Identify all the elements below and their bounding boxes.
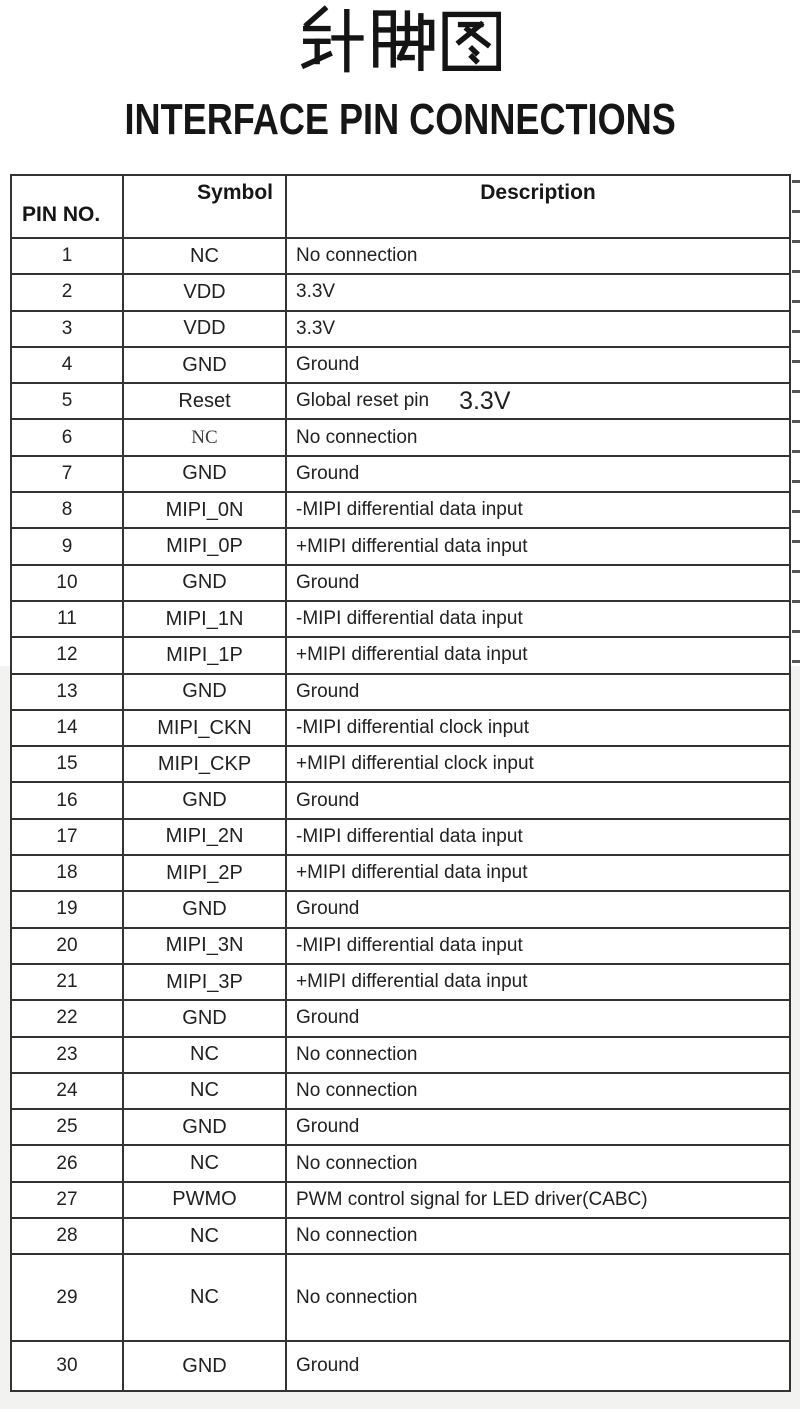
symbol-cell: VDD [124, 312, 285, 346]
tick-mark [792, 300, 800, 303]
pin-number-cell: 30 [12, 1342, 122, 1390]
description-cell [287, 1110, 789, 1144]
pin-number-cell: 27 [12, 1183, 122, 1217]
symbol-cell: MIPI_CKN [124, 711, 285, 745]
pin-number-cell: 6 [12, 420, 122, 454]
description-text: +MIPI differential data input [296, 644, 528, 666]
description-cell [287, 312, 789, 346]
tick-mark [792, 630, 800, 633]
symbol-cell: MIPI_CKP [124, 747, 285, 781]
tick-mark [792, 210, 800, 213]
symbol-cell: MIPI_1P [124, 638, 285, 672]
description-cell [287, 1183, 789, 1217]
description-cell [287, 529, 789, 563]
description-text: No connection [296, 1043, 418, 1065]
description-text: +MIPI differential data input [296, 862, 528, 884]
description-voltage: 3.3V [459, 386, 511, 415]
pin-number-cell: 4 [12, 348, 122, 382]
description-text: PWM control signal for LED driver(CABC) [296, 1188, 648, 1210]
pin-number-cell: 7 [12, 457, 122, 491]
description-cell [287, 1255, 789, 1340]
pin-number-cell: 11 [12, 602, 122, 636]
description-text: No connection [296, 1079, 418, 1101]
pin-number-cell: 17 [12, 820, 122, 854]
description-cell [287, 457, 789, 491]
symbol-cell: NC [124, 1255, 285, 1340]
symbol-cell: NC [124, 420, 285, 454]
symbol-cell: GND [124, 348, 285, 382]
tick-mark [792, 660, 800, 663]
description-cell [287, 783, 789, 817]
description-text: Ground [296, 789, 360, 811]
symbol-cell: NC [124, 1038, 285, 1072]
tick-mark [792, 480, 800, 483]
header-symbol: Symbol [124, 176, 285, 237]
pin-number-cell: 9 [12, 529, 122, 563]
tick-mark [792, 600, 800, 603]
tick-mark [792, 390, 800, 393]
symbol-cell: NC [124, 1146, 285, 1180]
symbol-cell: GND [124, 566, 285, 600]
description-cell [287, 856, 789, 890]
description-cell [287, 675, 789, 709]
glyph-tu [445, 14, 499, 68]
description-cell [287, 1001, 789, 1035]
description-cell [287, 348, 789, 382]
symbol-cell: NC [124, 1219, 285, 1253]
symbol-cell: GND [124, 892, 285, 926]
description-text: No connection [296, 245, 418, 267]
tick-mark [792, 510, 800, 513]
description-cell [287, 420, 789, 454]
description-cell [287, 493, 789, 527]
description-cell [287, 1219, 789, 1253]
description-cell [287, 929, 789, 963]
description-text: No connection [296, 426, 418, 448]
pin-number-cell: 22 [12, 1001, 122, 1035]
pin-connection-table [10, 174, 791, 1392]
symbol-cell: MIPI_3P [124, 965, 285, 999]
pin-number-cell: 16 [12, 783, 122, 817]
pin-number-cell: 3 [12, 312, 122, 346]
pin-number-cell: 26 [12, 1146, 122, 1180]
description-text: -MIPI differential data input [296, 825, 523, 847]
chinese-title [299, 5, 501, 75]
description-text: 3.3V [296, 317, 336, 339]
pin-number-cell: 10 [12, 566, 122, 600]
pin-number-cell: 13 [12, 675, 122, 709]
symbol-cell: MIPI_0P [124, 529, 285, 563]
pin-number-cell: 2 [12, 275, 122, 309]
description-text: Ground [296, 354, 360, 376]
description-text: +MIPI differential data input [296, 971, 528, 993]
description-text: +MIPI differential data input [296, 535, 528, 557]
symbol-cell: MIPI_2P [124, 856, 285, 890]
pin-number-cell: 25 [12, 1110, 122, 1144]
description-cell [287, 602, 789, 636]
page-subtitle: INTERFACE PIN CONNECTIONS [124, 95, 676, 144]
description-text: Ground [296, 1007, 360, 1029]
description-text: Ground [296, 462, 360, 484]
subtitle-row [0, 95, 800, 145]
description-cell [287, 892, 789, 926]
symbol-cell: GND [124, 1110, 285, 1144]
description-text: -MIPI differential data input [296, 608, 523, 630]
glyph-jiao [376, 13, 432, 68]
tick-mark [792, 330, 800, 333]
symbol-cell: GND [124, 1001, 285, 1035]
pin-number-cell: 14 [12, 711, 122, 745]
pin-number-cell: 23 [12, 1038, 122, 1072]
description-text: +MIPI differential clock input [296, 753, 534, 775]
symbol-cell: MIPI_1N [124, 602, 285, 636]
description-cell [287, 965, 789, 999]
tick-mark [792, 180, 800, 183]
chinese-title-glyphs [299, 5, 501, 75]
description-text: Ground [296, 680, 360, 702]
symbol-cell: GND [124, 457, 285, 491]
pin-number-cell: 8 [12, 493, 122, 527]
tick-mark [792, 240, 800, 243]
symbol-cell: MIPI_0N [124, 493, 285, 527]
description-text: No connection [296, 1152, 418, 1174]
tick-mark [792, 360, 800, 363]
description-text: -MIPI differential clock input [296, 717, 530, 738]
description-cell [287, 239, 789, 273]
pin-number-cell: 21 [12, 965, 122, 999]
tick-mark [792, 450, 800, 453]
description-cell [287, 711, 789, 745]
pin-number-cell: 20 [12, 929, 122, 963]
description-text: -MIPI differential data input [296, 934, 523, 956]
symbol-cell: PWMO [124, 1183, 285, 1217]
description-text: Global reset pin [296, 390, 430, 412]
pin-number-cell: 24 [12, 1074, 122, 1108]
description-cell [287, 1146, 789, 1180]
symbol-cell: NC [124, 239, 285, 273]
description-text: Ground [296, 1355, 360, 1377]
description-cell [287, 1074, 789, 1108]
tick-mark [792, 570, 800, 573]
description-cell [287, 747, 789, 781]
description-cell [287, 566, 789, 600]
pin-number-cell: 29 [12, 1255, 122, 1340]
pin-number-cell: 5 [12, 384, 122, 418]
symbol-cell: Reset [124, 384, 285, 418]
symbol-cell: GND [124, 1342, 285, 1390]
header-pin-no: PIN NO. [12, 176, 122, 237]
pin-number-cell: 19 [12, 892, 122, 926]
pin-number-cell: 18 [12, 856, 122, 890]
description-text: No connection [296, 1225, 418, 1247]
description-cell [287, 275, 789, 309]
description-text: Ground [296, 571, 360, 593]
symbol-cell: GND [124, 675, 285, 709]
symbol-cell: VDD [124, 275, 285, 309]
header-description: Description [287, 176, 789, 237]
description-text: -MIPI differential data input [296, 499, 523, 521]
symbol-cell: MIPI_3N [124, 929, 285, 963]
description-text: No connection [296, 1286, 418, 1308]
description-text: 3.3V [296, 281, 336, 303]
pin-number-cell: 12 [12, 638, 122, 672]
glyph-zhen [304, 9, 361, 70]
tick-mark [792, 270, 800, 273]
pin-number-cell: 1 [12, 239, 122, 273]
symbol-cell: MIPI_2N [124, 820, 285, 854]
pin-number-cell: 28 [12, 1219, 122, 1253]
description-cell [287, 638, 789, 672]
symbol-cell: GND [124, 783, 285, 817]
description-text: Ground [296, 898, 360, 920]
description-cell [287, 1342, 789, 1390]
pin-number-cell: 15 [12, 747, 122, 781]
description-cell [287, 384, 789, 418]
description-cell [287, 820, 789, 854]
symbol-cell: NC [124, 1074, 285, 1108]
description-text: Ground [296, 1116, 360, 1138]
description-cell [287, 1038, 789, 1072]
tick-mark [792, 420, 800, 423]
tick-mark [792, 540, 800, 543]
